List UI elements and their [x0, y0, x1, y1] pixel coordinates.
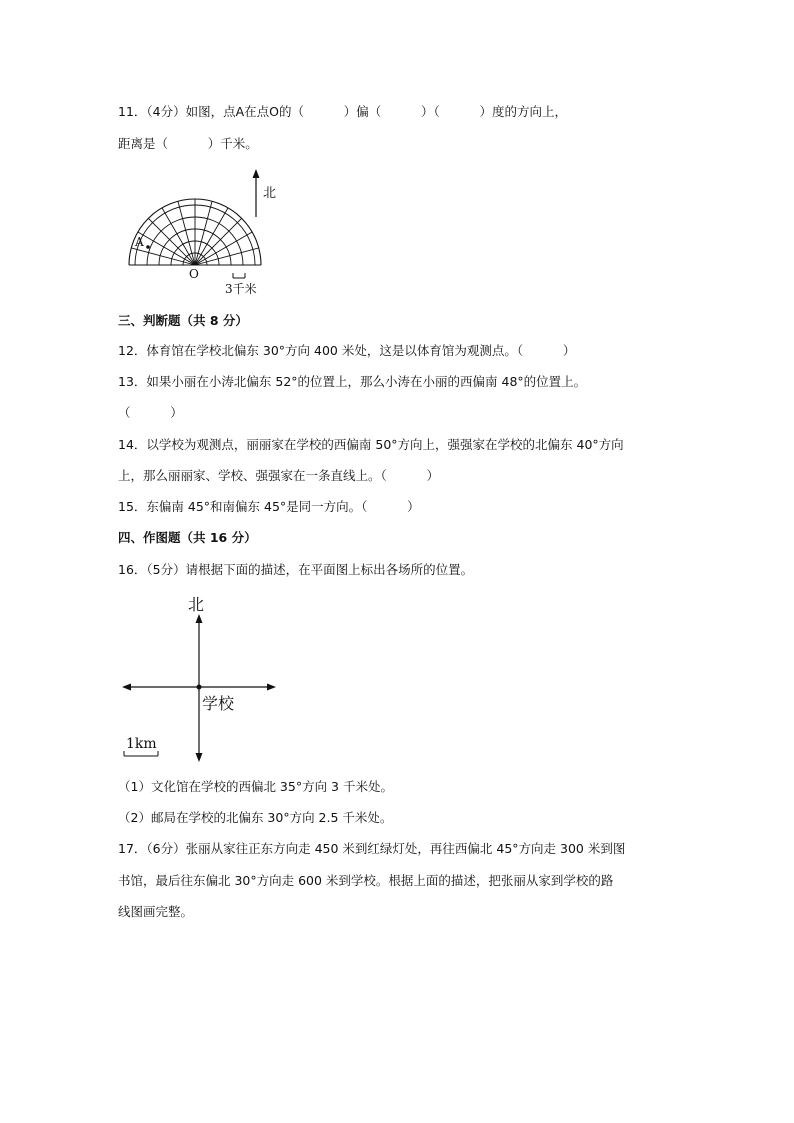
q11-protractor-figure	[125, 165, 295, 295]
q16-scale-label: 1km	[126, 736, 157, 752]
q11-north-label: 北	[263, 186, 277, 201]
section3-title: 三、判断题（共 8 分）	[118, 313, 248, 328]
q11-scale-label: 3千米	[225, 282, 257, 295]
q11-line2: 距离是（ ）千米。	[118, 136, 258, 151]
q11-scale-bar	[233, 273, 245, 278]
q16-text: 16．（5分）请根据下面的描述，在平面图上标出各场所的位置。	[118, 562, 474, 577]
q17-line3: 线图画完整。	[118, 904, 194, 919]
q14-line2: 上，那么丽丽家、学校、强强家在一条直线上。（ ）	[118, 468, 439, 483]
point-a	[146, 245, 150, 249]
q17-line1: 17．（6分）张丽从家往正东方向走 450 米到红绿灯处，再往西偏北 45°方向走 300 米到图	[118, 841, 626, 856]
q16-compass-figure	[118, 590, 288, 770]
north-arrow-icon	[253, 169, 260, 217]
q14-line1: 14．以学校为观测点，丽丽家在学校的西偏南 50°方向上，强强家在学校的北偏东 40°方向	[118, 437, 624, 452]
q13-line1: 13．如果小丽在小涛北偏东 52°的位置上，那么小涛在小丽的西偏南 48°的位置上。	[118, 374, 587, 389]
q11-point-o-label: O	[189, 267, 199, 281]
q16-item1: （1）文化馆在学校的西偏北 35°方向 3 千米处。	[118, 779, 393, 794]
q17-line2: 书馆，最后往东偏北 30°方向走 600 米到学校。根据上面的描述，把张丽从家到学校的路	[118, 873, 614, 888]
q11-point-a-label: A	[135, 235, 144, 249]
protractor-grid	[129, 199, 261, 265]
q11-line1: 11．（4分）如图，点A在点O的（ ）偏（ ）（ ）度的方向上，	[118, 104, 567, 119]
q16-item2: （2）邮局在学校的北偏东 30°方向 2.5 千米处。	[118, 810, 393, 825]
q13-line2: （ ）	[118, 405, 183, 420]
q16-north-label: 北	[188, 595, 205, 614]
q16-school-label: 学校	[202, 694, 235, 713]
school-point	[197, 685, 202, 690]
section4-title: 四、作图题（共 16 分）	[118, 530, 257, 545]
q15-text: 15．东偏南 45°和南偏东 45°是同一方向。（ ）	[118, 499, 420, 514]
q12-text: 12．体育馆在学校北偏东 30°方向 400 米处，这是以体育馆为观测点。（ ）	[118, 343, 576, 358]
